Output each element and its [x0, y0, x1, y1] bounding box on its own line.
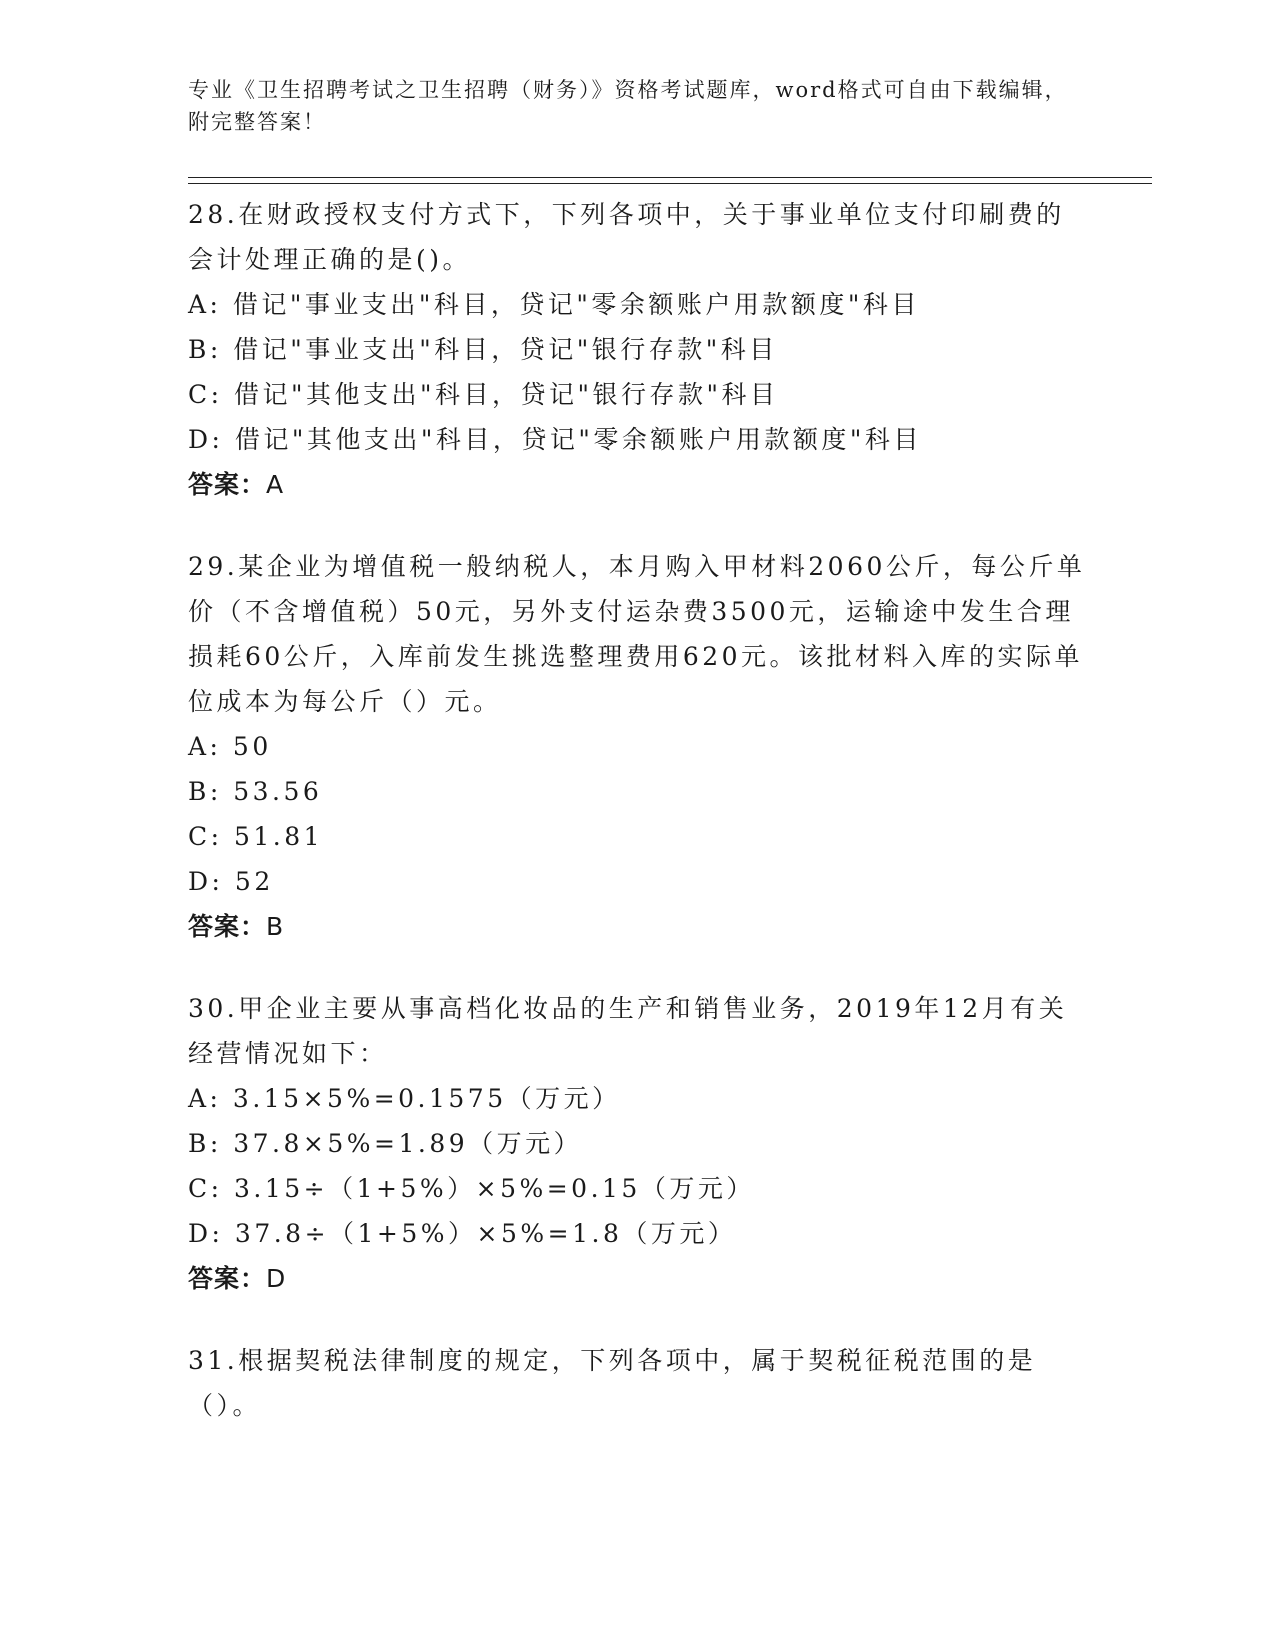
header-divider-top — [188, 177, 1152, 178]
question-31 — [188, 1338, 1088, 1428]
option-b: B: 借记"事业支出"科目，贷记"银行存款"科目 — [188, 335, 778, 364]
question-stem: 28.在财政授权支付方式下，下列各项中，关于事业单位支付印刷费的会计处理正确的是()。 — [188, 200, 1065, 274]
answer-label: 答案： — [188, 1264, 267, 1293]
question-stem: 30.甲企业主要从事高档化妆品的生产和销售业务，2019年12月有关经营情况如下： — [188, 994, 1068, 1068]
option-c: C: 51.81 — [188, 822, 324, 851]
question-stem: 29.某企业为增值税一般纳税人，本月购入甲材料2060公斤，每公斤单价（不含增值税）50元，另外支付运杂费3500元，运输途中发生合理损耗60公斤，入库前发生挑选整理费用620元。该批材料入库的实际单位成本为每公斤（）元。 — [188, 552, 1086, 716]
option-c: C: 3.15÷（1+5%）×5%=0.15（万元） — [188, 1174, 755, 1203]
answer-line — [188, 462, 1088, 507]
answer-value: B — [266, 912, 285, 941]
answer-label: 答案： — [188, 470, 267, 499]
option-b: B: 53.56 — [188, 777, 323, 806]
option-a: A: 50 — [188, 732, 272, 761]
answer-value: A — [266, 470, 285, 499]
option-c: C: 借记"其他支出"科目，贷记"银行存款"科目 — [188, 380, 779, 409]
option-b: B: 37.8×5%=1.89（万元） — [188, 1129, 583, 1158]
header-divider-bottom — [188, 183, 1152, 184]
option-d: D: 借记"其他支出"科目，贷记"零余额账户用款额度"科目 — [188, 425, 922, 454]
document-header: 专业《卫生招聘考试之卫生招聘（财务）》资格考试题库，word格式可自由下载编辑，附完整答案！ — [188, 78, 1068, 134]
question-list — [188, 192, 1088, 1465]
option-d: D: 52 — [188, 867, 274, 896]
question-28 — [188, 192, 1088, 507]
option-a: A: 3.15×5%=0.1575（万元） — [188, 1084, 621, 1113]
question-stem: 31.根据契税法律制度的规定，下列各项中，属于契税征税范围的是（）。 — [188, 1346, 1037, 1420]
answer-line — [188, 904, 1088, 949]
answer-value: D — [266, 1264, 287, 1293]
question-30 — [188, 986, 1088, 1301]
option-d: D: 37.8÷（1+5%）×5%=1.8（万元） — [188, 1219, 737, 1248]
question-29 — [188, 544, 1088, 949]
option-a: A: 借记"事业支出"科目，贷记"零余额账户用款额度"科目 — [188, 290, 920, 319]
answer-line — [188, 1256, 1088, 1301]
answer-label: 答案： — [188, 912, 267, 941]
